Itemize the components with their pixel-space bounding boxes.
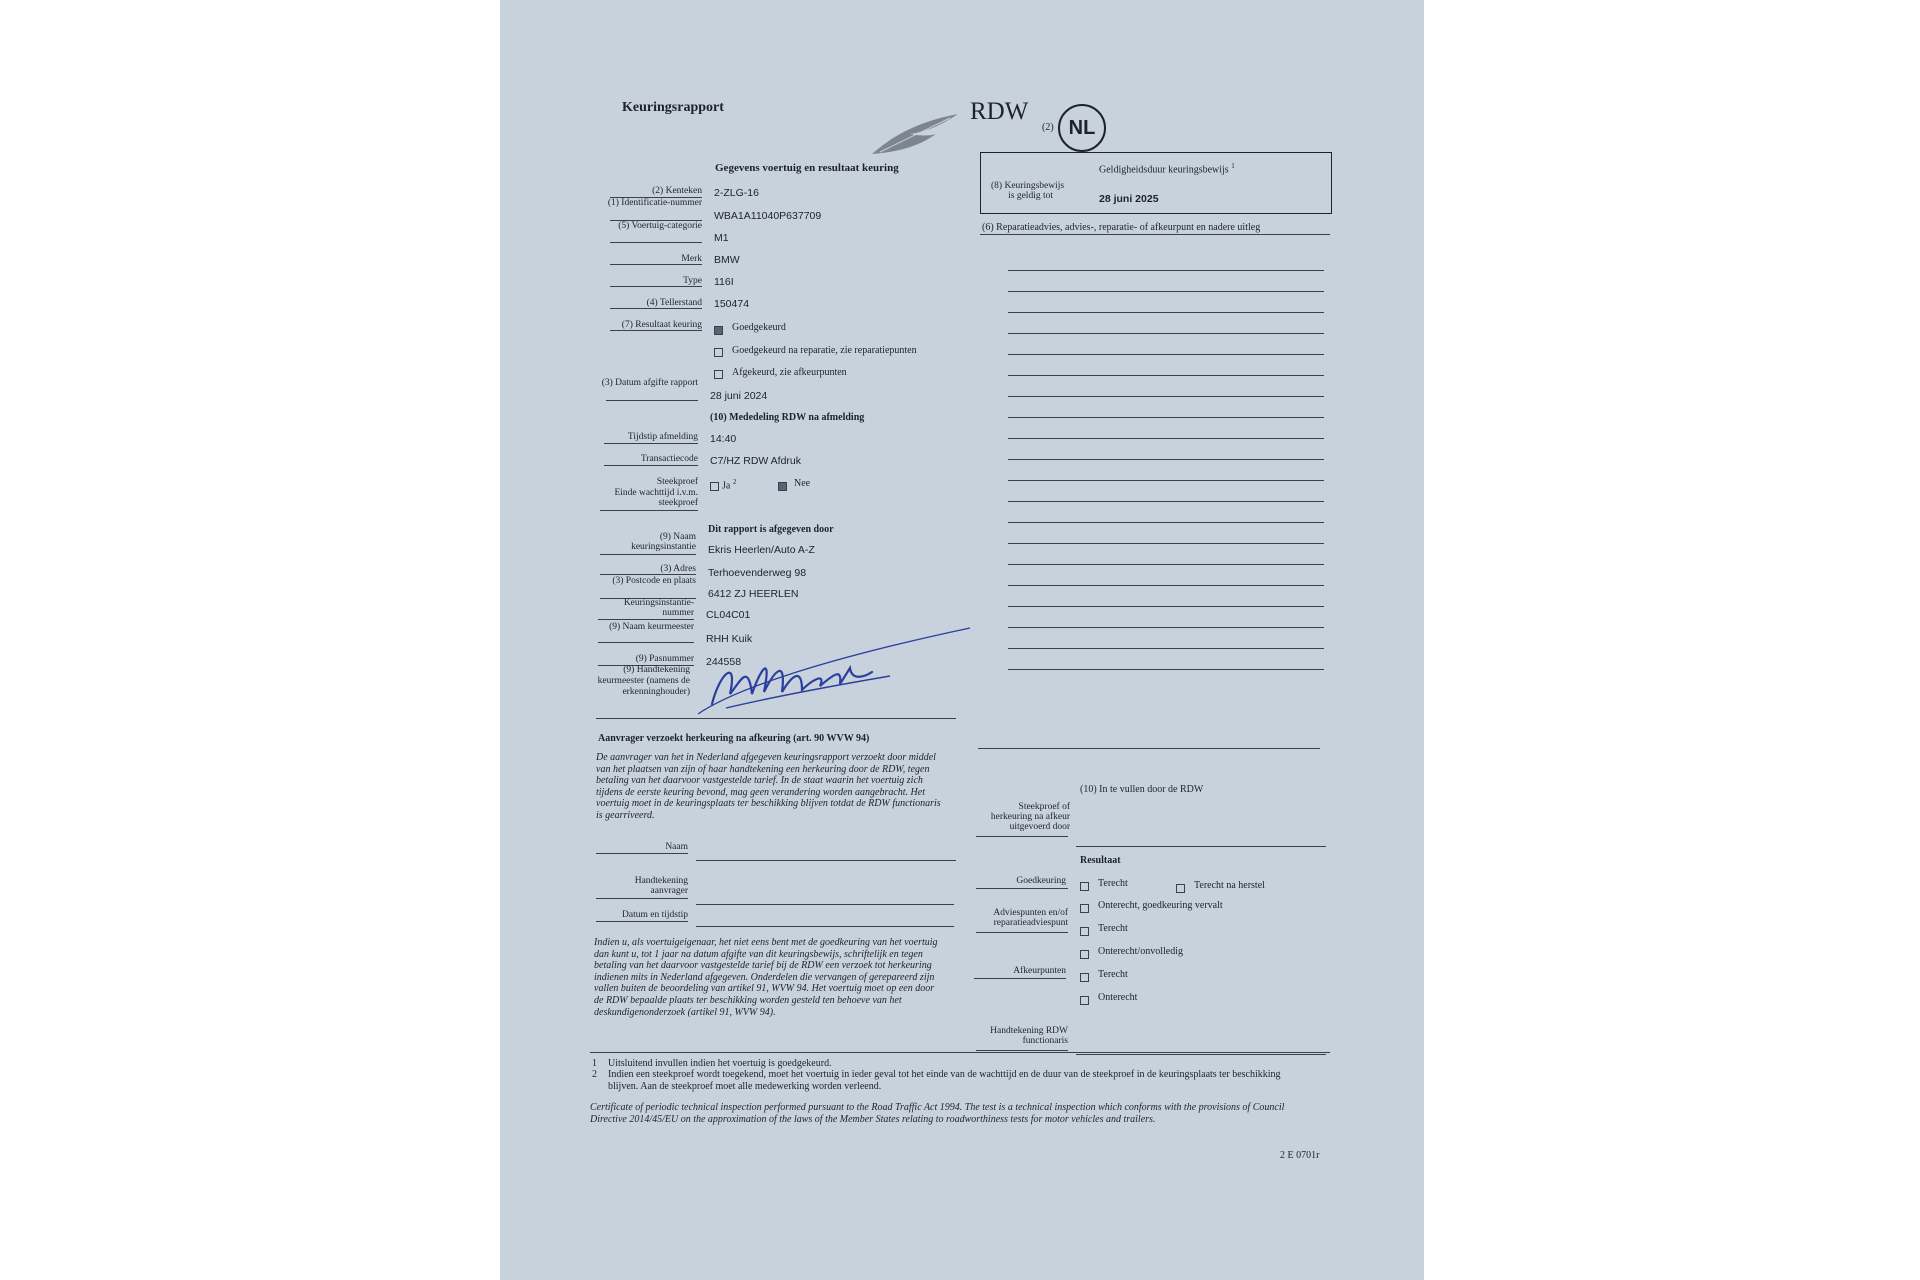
sample-yes-checkbox — [710, 482, 719, 491]
footnote-text: Indien een steekproef wordt toegekend, moet het voertuig in ieder geval tot het einde van de wachttijd en de duur van de steekproef in de keuringsplaats ter beschikking blijven. Aan de steekproef moet alle medewerking worden verleend. — [608, 1069, 1281, 1092]
reject-option-label: Terecht — [1098, 969, 1128, 980]
issuer-value: CL04C01 — [706, 609, 751, 621]
date-label: (3) Datum afgifte rapport — [601, 378, 698, 388]
approval-label: Goedkeuring — [1016, 876, 1066, 886]
remark-line — [1008, 627, 1324, 628]
document-title: Keuringsrapport — [622, 100, 724, 115]
reject-justified-checkbox — [1080, 973, 1089, 982]
wait-label: Einde wachttijd i.v.m. steekproef — [614, 488, 698, 508]
time-value: 14:40 — [710, 433, 737, 445]
issuer-value: RHH Kuik — [706, 633, 753, 645]
field-value: 116I — [714, 276, 734, 288]
remark-line — [1008, 606, 1324, 607]
remark-line — [1008, 270, 1324, 271]
approval-justified-checkbox — [1080, 882, 1089, 891]
transaction-value: C7/HZ RDW Afdruk — [710, 455, 802, 467]
applicant-signature-line — [696, 904, 954, 905]
remark-line — [1008, 333, 1324, 334]
datetime-line — [696, 926, 954, 927]
issuer-value: 244558 — [706, 656, 742, 668]
remark-line — [1008, 522, 1324, 523]
form-code: 2 E 0701r — [1280, 1150, 1320, 1161]
field-value: BMW — [714, 254, 740, 266]
field-label: Merk — [681, 254, 702, 264]
rdw-box-title: (10) In te vullen door de RDW — [1080, 784, 1204, 795]
field-value: M1 — [714, 232, 729, 244]
validity-title: Geldigheidsduur keuringsbewijs $^1$ — [1099, 162, 1235, 176]
certificate-note: Certificate of periodic technical inspection performed pursuant to the Road Traffic Act 1994. The test is a technical inspection which conforms with the provisions of Council Directive 2014/45/EU on the approximation of the laws of the Member States relating to roadworthiness tests for motor vehicles and trailers. — [590, 1102, 1285, 1125]
reject-label: Afkeurpunten — [1013, 966, 1066, 976]
signature-label: (9) Handtekening keurmeester (namens de erkenninghouder) — [597, 665, 690, 697]
issuer-label: (9) Naam keurmeester — [609, 622, 694, 632]
applicant-name-line — [696, 860, 956, 861]
issuer-section-title: Dit rapport is afgegeven door — [708, 524, 834, 535]
footnote-number: 2 — [592, 1069, 597, 1080]
remark-line — [1008, 564, 1324, 565]
approval-option-label: Onterecht, goedkeuring vervalt — [1098, 900, 1223, 911]
validity-date: 28 juni 2025 — [1099, 193, 1159, 205]
owner-paragraph: Indien u, als voertuigeigenaar, het niet eens bent met de goedkeuring van het voertuig dan kunt u, tot 1 jaar na datum afgifte van dit keuringsbewijs, schriftelijk en tegen betaling van het daarvoor vastgestelde tarief bij de RDW een verzoek tot herkeuring indienen mits in Nederland afgegeven. Onderdelen die vervangen of gerepareerd zijn vallen buiten de beoordeling van artikel 91, WVW 94. Het voertuig moet op een door de RDW bepaalde plaats ter beschikking worden gesteld ten behoeve van het deskundigenonderzoek (artikel 91, WVW 94). — [594, 937, 938, 1018]
remark-line — [1008, 312, 1324, 313]
sample-yes-label: Ja $^2$ — [722, 478, 737, 492]
remark-line — [1008, 291, 1324, 292]
datetime-label: Datum en tijdstip — [622, 910, 688, 920]
footnote-number: 1 — [592, 1058, 597, 1069]
remark-line — [1008, 438, 1324, 439]
issuer-label: Keuringsinstantie-nummer — [623, 598, 694, 618]
transaction-label: Transactiecode — [640, 454, 698, 464]
remark-line — [1008, 669, 1324, 670]
reject-unjustified-checkbox — [1080, 996, 1089, 1005]
result-label: (7) Resultaat keuring — [621, 320, 702, 330]
field-label: (4) Tellerstand — [646, 298, 702, 308]
approval-after-repair-checkbox — [1176, 884, 1185, 893]
field-value: 150474 — [714, 298, 750, 310]
advice-label: Adviespunten en/of reparatieadviespunt — [993, 908, 1068, 928]
field-label: (1) Identificatie-nummer — [607, 198, 702, 208]
result-checkbox-rejected — [714, 370, 723, 379]
result-option-label: Goedgekeurd na reparatie, zie reparatiepunten — [732, 345, 917, 356]
notification-section-title: (10) Mededeling RDW na afmelding — [710, 412, 865, 423]
issuer-value: Terhoevenderweg 98 — [708, 567, 807, 579]
issuer-label: (3) Postcode en plaats — [612, 576, 696, 586]
rdw-brand: RDW — [970, 98, 1029, 125]
result-checkbox-approved-after-repair — [714, 348, 723, 357]
remark-line — [1008, 648, 1324, 649]
applicant-signature-label: Handtekening aanvrager — [634, 876, 688, 896]
field-value: WBA1A11040P637709 — [714, 210, 822, 222]
sample-label: Steekproef — [656, 477, 698, 487]
sample-no-label: Nee — [794, 478, 811, 489]
advice-justified-checkbox — [1080, 927, 1089, 936]
brand-footnote-ref: (2) — [1042, 122, 1054, 133]
remark-line — [1008, 375, 1324, 376]
remark-line — [1008, 396, 1324, 397]
remark-line — [1008, 417, 1324, 418]
remark-line — [1008, 459, 1324, 460]
applicant-name-label: Naam — [665, 842, 688, 852]
inspection-report-page — [500, 0, 1424, 1280]
advice-option-label: Onterecht/onvolledig — [1098, 946, 1183, 957]
field-label: Type — [683, 276, 702, 286]
issuer-label: (9) Naam keuringsinstantie — [631, 532, 696, 552]
approval-option-label: Terecht — [1098, 878, 1128, 889]
rdw-feather-logo — [870, 108, 960, 156]
remark-line — [1008, 543, 1324, 544]
remark-line — [1008, 585, 1324, 586]
issuer-value: Ekris Heerlen/Auto A-Z — [708, 544, 815, 556]
vehicle-section-title: Gegevens voertuig en resultaat keuring — [715, 162, 899, 174]
reject-option-label: Onterecht — [1098, 992, 1138, 1003]
footnote-text: Uitsluitend invullen indien het voertuig is goedgekeurd. — [608, 1058, 832, 1069]
advice-unjustified-checkbox — [1080, 950, 1089, 959]
reinspection-title: Aanvrager verzoekt herkeuring na afkeuring (art. 90 WVW 94) — [598, 733, 870, 744]
validity-box — [980, 152, 1332, 214]
approval-unjustified-checkbox — [1080, 904, 1089, 913]
field-label: (2) Kenteken — [652, 186, 702, 196]
reinspection-paragraph: De aanvrager van het in Nederland afgegeven keuringsrapport verzoekt door middel van het plaatsen van zijn of haar handtekening een herkeuring door de RDW, tegen betaling van het daarvoor vastgestelde tarief. In de staat waarin het voertuig zich tijdens de eerste keuring bevond, mag geen verandering worden aangebracht. Het voertuig moet in de keuringsplaats ter beschikking blijven totdat de RDW functionaris is gearriveerd. — [596, 752, 941, 821]
remark-line — [1008, 501, 1324, 502]
rdw-sample-label: Steekproef of herkeuring na afkeur uitgevoerd door — [990, 802, 1070, 832]
validity-label: (8) Keuringsbewijs is geldig tot — [991, 181, 1065, 201]
issuer-label: (9) Pasnummer — [635, 654, 694, 664]
time-label: Tijdstip afmelding — [627, 432, 698, 442]
result-option-label: Goedgekeurd — [732, 322, 786, 333]
nl-country-badge: NL — [1058, 104, 1106, 152]
approval-option-label: Terecht na herstel — [1194, 880, 1265, 891]
advice-option-label: Terecht — [1098, 923, 1128, 934]
remark-line — [1008, 354, 1324, 355]
issuer-label: (3) Adres — [660, 564, 696, 574]
remarks-title: (6) Reparatieadvies, advies-, reparatie- of afkeurpunt en nadere uitleg — [982, 222, 1261, 233]
rdw-result-title: Resultaat — [1080, 855, 1121, 866]
issuer-value: 6412 ZJ HEERLEN — [708, 588, 799, 600]
remark-line — [1008, 480, 1324, 481]
field-value: 2-ZLG-16 — [714, 187, 759, 199]
field-label: (5) Voertuig-categorie — [618, 221, 702, 231]
sample-no-checkbox — [778, 482, 787, 491]
rdw-signature-label: Handtekening RDW functionaris — [990, 1026, 1068, 1046]
date-value: 28 juni 2024 — [710, 390, 768, 402]
result-checkbox-approved — [714, 326, 723, 335]
result-option-label: Afgekeurd, zie afkeurpunten — [732, 367, 847, 378]
